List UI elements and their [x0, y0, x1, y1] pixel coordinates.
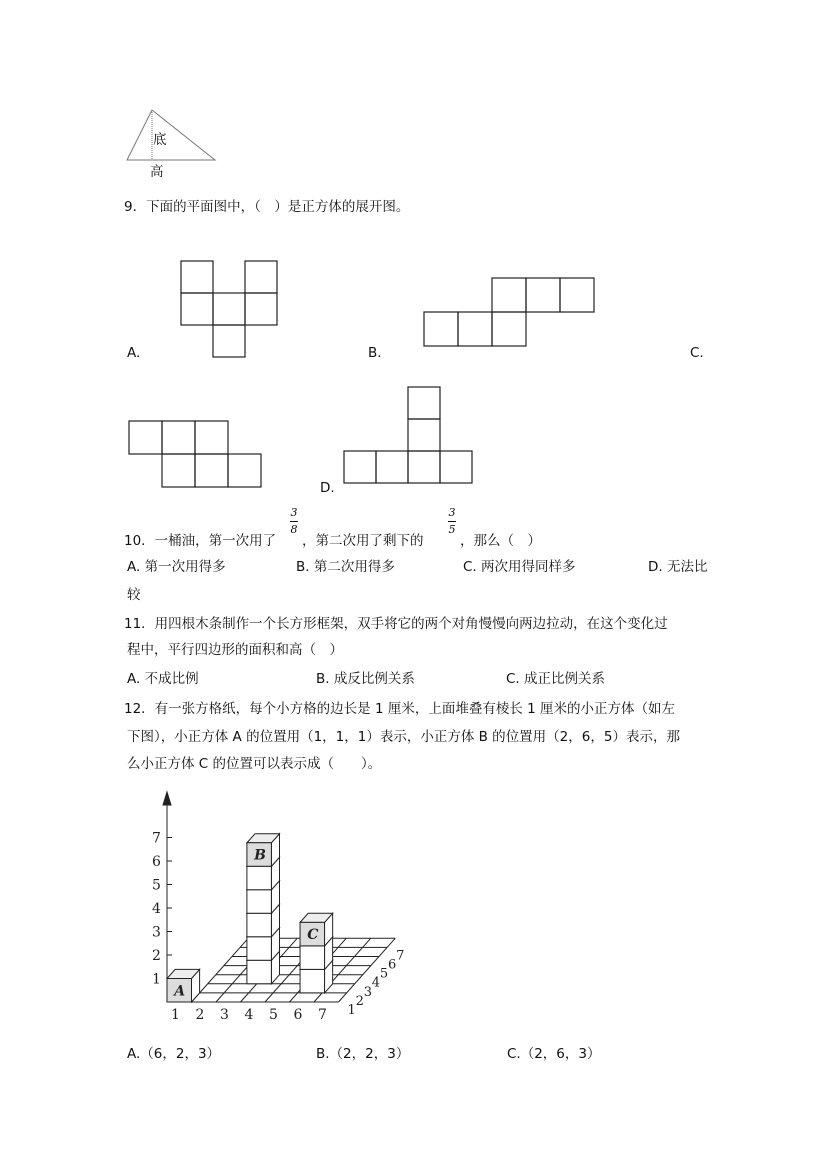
- x-tick-label: 2: [195, 1007, 205, 1023]
- x-tick-label: 1: [171, 1007, 180, 1023]
- net-square: [195, 454, 228, 487]
- cube-label: A: [174, 983, 186, 1000]
- q9-option-d: D.: [320, 480, 335, 496]
- net-square: [245, 261, 277, 293]
- net-square: [228, 454, 261, 487]
- z-tick-label: 4: [152, 901, 161, 917]
- q10-text-1: 10．一桶油，第一次用了: [124, 533, 277, 549]
- y-tick-label: 7: [396, 948, 405, 964]
- y-tick-label: 6: [388, 957, 397, 973]
- net-square: [181, 293, 213, 325]
- q9-text: 9．下面的平面图中，（ ）是正方体的展开图。: [124, 199, 410, 215]
- net-square: [181, 261, 213, 293]
- cube-C: [300, 913, 333, 946]
- q9-option-a: A.: [127, 345, 141, 361]
- q10-fraction-1: [289, 507, 299, 536]
- net-d: [344, 387, 472, 483]
- x-tick-label: 5: [269, 1007, 278, 1023]
- net-square: [408, 387, 440, 419]
- q12-option-c: C.（2，6，3）: [507, 1046, 601, 1062]
- q11-option-c: C. 成正比例关系: [506, 671, 606, 687]
- q10-fraction-2: [447, 507, 457, 536]
- z-tick-label: 2: [152, 948, 161, 964]
- x-tick-label: 6: [293, 1007, 303, 1023]
- q11-option-b: B. 成反比例关系: [316, 671, 415, 687]
- cube-B: [247, 834, 280, 867]
- net-square: [129, 421, 162, 454]
- axis-arrow-icon: [163, 792, 171, 805]
- x-tick-label: 4: [244, 1007, 254, 1023]
- x-tick-label: 7: [318, 1007, 327, 1023]
- q10-option-d-wrap: 较: [127, 587, 141, 603]
- cube-label: B: [254, 847, 266, 864]
- net-square: [408, 419, 440, 451]
- net-square: [560, 278, 594, 312]
- q10-text-3: ，那么（ ）: [460, 533, 541, 549]
- q10-option-b: B. 第二次用得多: [296, 559, 395, 575]
- z-tick-label: 6: [152, 854, 161, 870]
- numerator: 3: [448, 506, 456, 519]
- cube-nets: [129, 261, 594, 487]
- net-square: [213, 293, 245, 325]
- denominator: 8: [290, 523, 298, 536]
- y-tick-label: 1: [347, 1003, 356, 1018]
- net-square: [440, 451, 472, 483]
- q9-option-b: B.: [368, 345, 382, 361]
- q12-line-1: 12．有一张方格纸，每个小方格的边长是 1 厘米，上面堆叠有棱长 1 厘米的小正方体（如左: [124, 701, 676, 717]
- q11-line-2: 程中，平行四边形的面积和高（ ）: [127, 642, 343, 658]
- q10-option-a: A. 第一次用得多: [127, 559, 226, 575]
- base-label: 底: [153, 132, 167, 148]
- x-tick-label: 3: [220, 1007, 229, 1023]
- q12-line-2: 下图），小正方体 A 的位置用（1，1，1）表示，小正方体 B 的位置用（2，6，5）表示，那: [127, 729, 680, 745]
- numerator: 3: [290, 506, 298, 519]
- net-square: [526, 278, 560, 312]
- net-square: [492, 278, 526, 312]
- z-tick-label: 5: [152, 877, 161, 894]
- net-square: [213, 325, 245, 357]
- net-square: [408, 451, 440, 483]
- triangle-figure: [127, 110, 215, 160]
- z-tick-label: 3: [152, 924, 161, 941]
- net-square: [458, 312, 492, 346]
- net-square: [245, 293, 277, 325]
- q10-text-2: ，第二次用了剩下的: [302, 533, 424, 549]
- q11-line-1: 11．用四根木条制作一个长方形框架，双手将它的两个对角慢慢向两边拉动，在这个变化过: [124, 616, 668, 632]
- q12-option-a: A.（6，2，3）: [127, 1046, 221, 1062]
- q10-option-d: D. 无法比: [648, 559, 708, 575]
- net-square: [162, 454, 195, 487]
- z-tick-label: 7: [152, 830, 161, 847]
- net-b: [424, 278, 594, 346]
- y-tick-label: 4: [371, 975, 381, 991]
- height-label: 高: [150, 164, 164, 180]
- y-tick-label: 3: [363, 984, 372, 1000]
- cube-stack-figure: [152, 792, 404, 1023]
- net-square: [162, 421, 195, 454]
- denominator: 5: [448, 523, 456, 536]
- q12-option-b: B.（2，2，3）: [316, 1046, 410, 1062]
- net-c: [129, 421, 261, 487]
- cube-label: C: [307, 927, 319, 944]
- cube-A: [167, 969, 200, 1002]
- net-a: [181, 261, 277, 357]
- q9-option-c: C.: [690, 345, 704, 361]
- net-square: [376, 451, 408, 483]
- q12-line-3: 么小正方体 C 的位置可以表示成（ ）。: [127, 756, 382, 772]
- y-tick-label: 2: [355, 993, 364, 1009]
- q11-option-a: A. 不成比例: [127, 671, 199, 687]
- net-square: [492, 312, 526, 346]
- net-square: [424, 312, 458, 346]
- q10-option-c: C. 两次用得同样多: [463, 559, 576, 575]
- net-square: [344, 451, 376, 483]
- z-tick-label: 1: [152, 971, 161, 988]
- net-square: [195, 421, 228, 454]
- y-tick-label: 5: [379, 966, 389, 982]
